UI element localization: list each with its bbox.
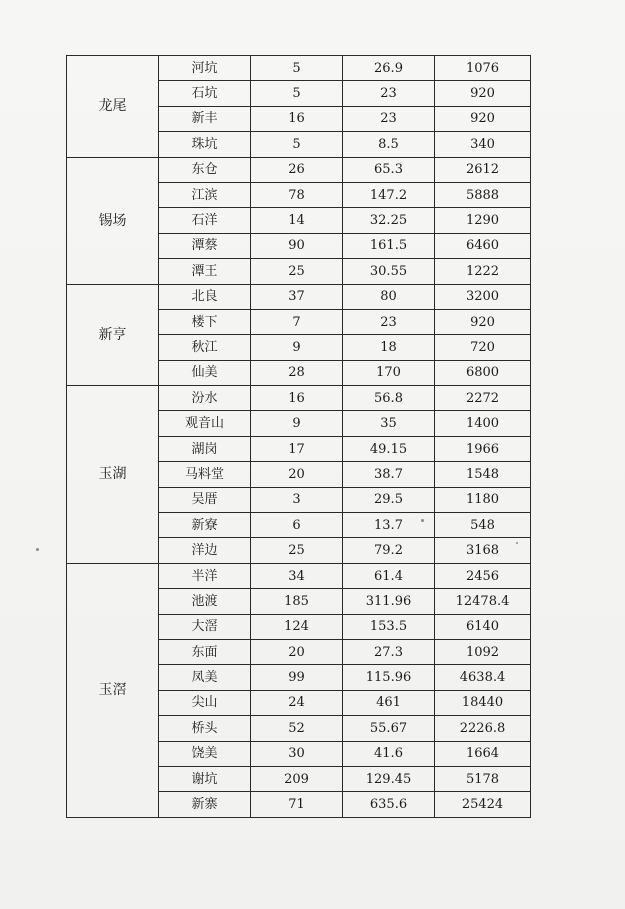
area-cell: 170 bbox=[343, 360, 435, 385]
amount-cell: 2226.8 bbox=[435, 716, 531, 741]
village-cell: 湖岗 bbox=[159, 436, 251, 461]
count-cell: 5 bbox=[251, 132, 343, 157]
area-cell: 23 bbox=[343, 81, 435, 106]
village-cell: 尖山 bbox=[159, 690, 251, 715]
table-row bbox=[67, 56, 531, 81]
village-data-table bbox=[66, 55, 531, 818]
area-cell: 161.5 bbox=[343, 233, 435, 258]
area-cell: 26.9 bbox=[343, 56, 435, 81]
amount-cell: 3168 bbox=[435, 538, 531, 563]
amount-cell: 1966 bbox=[435, 436, 531, 461]
amount-cell: 920 bbox=[435, 106, 531, 131]
area-cell: 23 bbox=[343, 106, 435, 131]
village-cell: 东面 bbox=[159, 639, 251, 664]
village-cell: 石坑 bbox=[159, 81, 251, 106]
amount-cell: 920 bbox=[435, 309, 531, 334]
amount-cell: 18440 bbox=[435, 690, 531, 715]
table-row bbox=[67, 157, 531, 182]
village-cell: 马料堂 bbox=[159, 462, 251, 487]
area-cell: 18 bbox=[343, 335, 435, 360]
area-cell: 65.3 bbox=[343, 157, 435, 182]
count-cell: 99 bbox=[251, 665, 343, 690]
scan-speck bbox=[516, 542, 518, 544]
count-cell: 209 bbox=[251, 766, 343, 791]
amount-cell: 920 bbox=[435, 81, 531, 106]
village-cell: 东仓 bbox=[159, 157, 251, 182]
count-cell: 30 bbox=[251, 741, 343, 766]
area-cell: 56.8 bbox=[343, 386, 435, 411]
area-cell: 41.6 bbox=[343, 741, 435, 766]
table-body bbox=[67, 56, 531, 818]
village-cell: 观音山 bbox=[159, 411, 251, 436]
amount-cell: 720 bbox=[435, 335, 531, 360]
count-cell: 9 bbox=[251, 335, 343, 360]
area-cell: 13.7 bbox=[343, 513, 435, 538]
village-cell: 河坑 bbox=[159, 56, 251, 81]
scan-speck bbox=[421, 519, 424, 522]
area-cell: 115.96 bbox=[343, 665, 435, 690]
count-cell: 71 bbox=[251, 792, 343, 818]
area-cell: 129.45 bbox=[343, 766, 435, 791]
town-cell: 龙尾 bbox=[67, 56, 159, 158]
amount-cell: 5888 bbox=[435, 182, 531, 207]
village-cell: 潭蔡 bbox=[159, 233, 251, 258]
area-cell: 79.2 bbox=[343, 538, 435, 563]
count-cell: 9 bbox=[251, 411, 343, 436]
amount-cell: 6800 bbox=[435, 360, 531, 385]
village-cell: 新丰 bbox=[159, 106, 251, 131]
amount-cell: 5178 bbox=[435, 766, 531, 791]
town-cell: 锡场 bbox=[67, 157, 159, 284]
area-cell: 32.25 bbox=[343, 208, 435, 233]
area-cell: 29.5 bbox=[343, 487, 435, 512]
amount-cell: 6460 bbox=[435, 233, 531, 258]
village-cell: 半洋 bbox=[159, 563, 251, 588]
village-cell: 凤美 bbox=[159, 665, 251, 690]
amount-cell: 340 bbox=[435, 132, 531, 157]
count-cell: 20 bbox=[251, 639, 343, 664]
area-cell: 27.3 bbox=[343, 639, 435, 664]
village-cell: 池渡 bbox=[159, 589, 251, 614]
count-cell: 5 bbox=[251, 81, 343, 106]
amount-cell: 3200 bbox=[435, 284, 531, 309]
table-row bbox=[67, 386, 531, 411]
area-cell: 30.55 bbox=[343, 259, 435, 284]
count-cell: 26 bbox=[251, 157, 343, 182]
table-row bbox=[67, 563, 531, 588]
amount-cell: 2272 bbox=[435, 386, 531, 411]
amount-cell: 6140 bbox=[435, 614, 531, 639]
count-cell: 17 bbox=[251, 436, 343, 461]
village-cell: 大滘 bbox=[159, 614, 251, 639]
area-cell: 38.7 bbox=[343, 462, 435, 487]
village-cell: 珠坑 bbox=[159, 132, 251, 157]
area-cell: 461 bbox=[343, 690, 435, 715]
count-cell: 16 bbox=[251, 386, 343, 411]
amount-cell: 2612 bbox=[435, 157, 531, 182]
area-cell: 61.4 bbox=[343, 563, 435, 588]
village-cell: 洋边 bbox=[159, 538, 251, 563]
count-cell: 5 bbox=[251, 56, 343, 81]
count-cell: 52 bbox=[251, 716, 343, 741]
town-cell: 玉湖 bbox=[67, 386, 159, 564]
village-cell: 新寨 bbox=[159, 792, 251, 818]
amount-cell: 1548 bbox=[435, 462, 531, 487]
scan-speck bbox=[36, 548, 39, 551]
area-cell: 635.6 bbox=[343, 792, 435, 818]
village-cell: 秋江 bbox=[159, 335, 251, 360]
area-cell: 147.2 bbox=[343, 182, 435, 207]
count-cell: 34 bbox=[251, 563, 343, 588]
count-cell: 14 bbox=[251, 208, 343, 233]
count-cell: 3 bbox=[251, 487, 343, 512]
amount-cell: 1180 bbox=[435, 487, 531, 512]
amount-cell: 1222 bbox=[435, 259, 531, 284]
count-cell: 6 bbox=[251, 513, 343, 538]
area-cell: 35 bbox=[343, 411, 435, 436]
village-cell: 吴厝 bbox=[159, 487, 251, 512]
amount-cell: 1076 bbox=[435, 56, 531, 81]
area-cell: 153.5 bbox=[343, 614, 435, 639]
count-cell: 25 bbox=[251, 538, 343, 563]
count-cell: 7 bbox=[251, 309, 343, 334]
amount-cell: 1664 bbox=[435, 741, 531, 766]
count-cell: 16 bbox=[251, 106, 343, 131]
village-cell: 仙美 bbox=[159, 360, 251, 385]
town-cell: 新亨 bbox=[67, 284, 159, 386]
amount-cell: 1400 bbox=[435, 411, 531, 436]
table-row bbox=[67, 284, 531, 309]
village-cell: 楼下 bbox=[159, 309, 251, 334]
area-cell: 49.15 bbox=[343, 436, 435, 461]
area-cell: 311.96 bbox=[343, 589, 435, 614]
count-cell: 185 bbox=[251, 589, 343, 614]
amount-cell: 12478.4 bbox=[435, 589, 531, 614]
village-cell: 桥头 bbox=[159, 716, 251, 741]
town-cell: 玉滘 bbox=[67, 563, 159, 817]
count-cell: 90 bbox=[251, 233, 343, 258]
area-cell: 55.67 bbox=[343, 716, 435, 741]
amount-cell: 4638.4 bbox=[435, 665, 531, 690]
count-cell: 20 bbox=[251, 462, 343, 487]
village-cell: 汾水 bbox=[159, 386, 251, 411]
count-cell: 78 bbox=[251, 182, 343, 207]
count-cell: 124 bbox=[251, 614, 343, 639]
village-cell: 谢坑 bbox=[159, 766, 251, 791]
count-cell: 25 bbox=[251, 259, 343, 284]
village-cell: 潭王 bbox=[159, 259, 251, 284]
amount-cell: 1290 bbox=[435, 208, 531, 233]
amount-cell: 2456 bbox=[435, 563, 531, 588]
count-cell: 37 bbox=[251, 284, 343, 309]
count-cell: 24 bbox=[251, 690, 343, 715]
area-cell: 8.5 bbox=[343, 132, 435, 157]
village-cell: 江滨 bbox=[159, 182, 251, 207]
amount-cell: 25424 bbox=[435, 792, 531, 818]
village-cell: 新寮 bbox=[159, 513, 251, 538]
area-cell: 80 bbox=[343, 284, 435, 309]
village-cell: 北良 bbox=[159, 284, 251, 309]
amount-cell: 548 bbox=[435, 513, 531, 538]
count-cell: 28 bbox=[251, 360, 343, 385]
area-cell: 23 bbox=[343, 309, 435, 334]
village-cell: 石洋 bbox=[159, 208, 251, 233]
village-cell: 饶美 bbox=[159, 741, 251, 766]
amount-cell: 1092 bbox=[435, 639, 531, 664]
